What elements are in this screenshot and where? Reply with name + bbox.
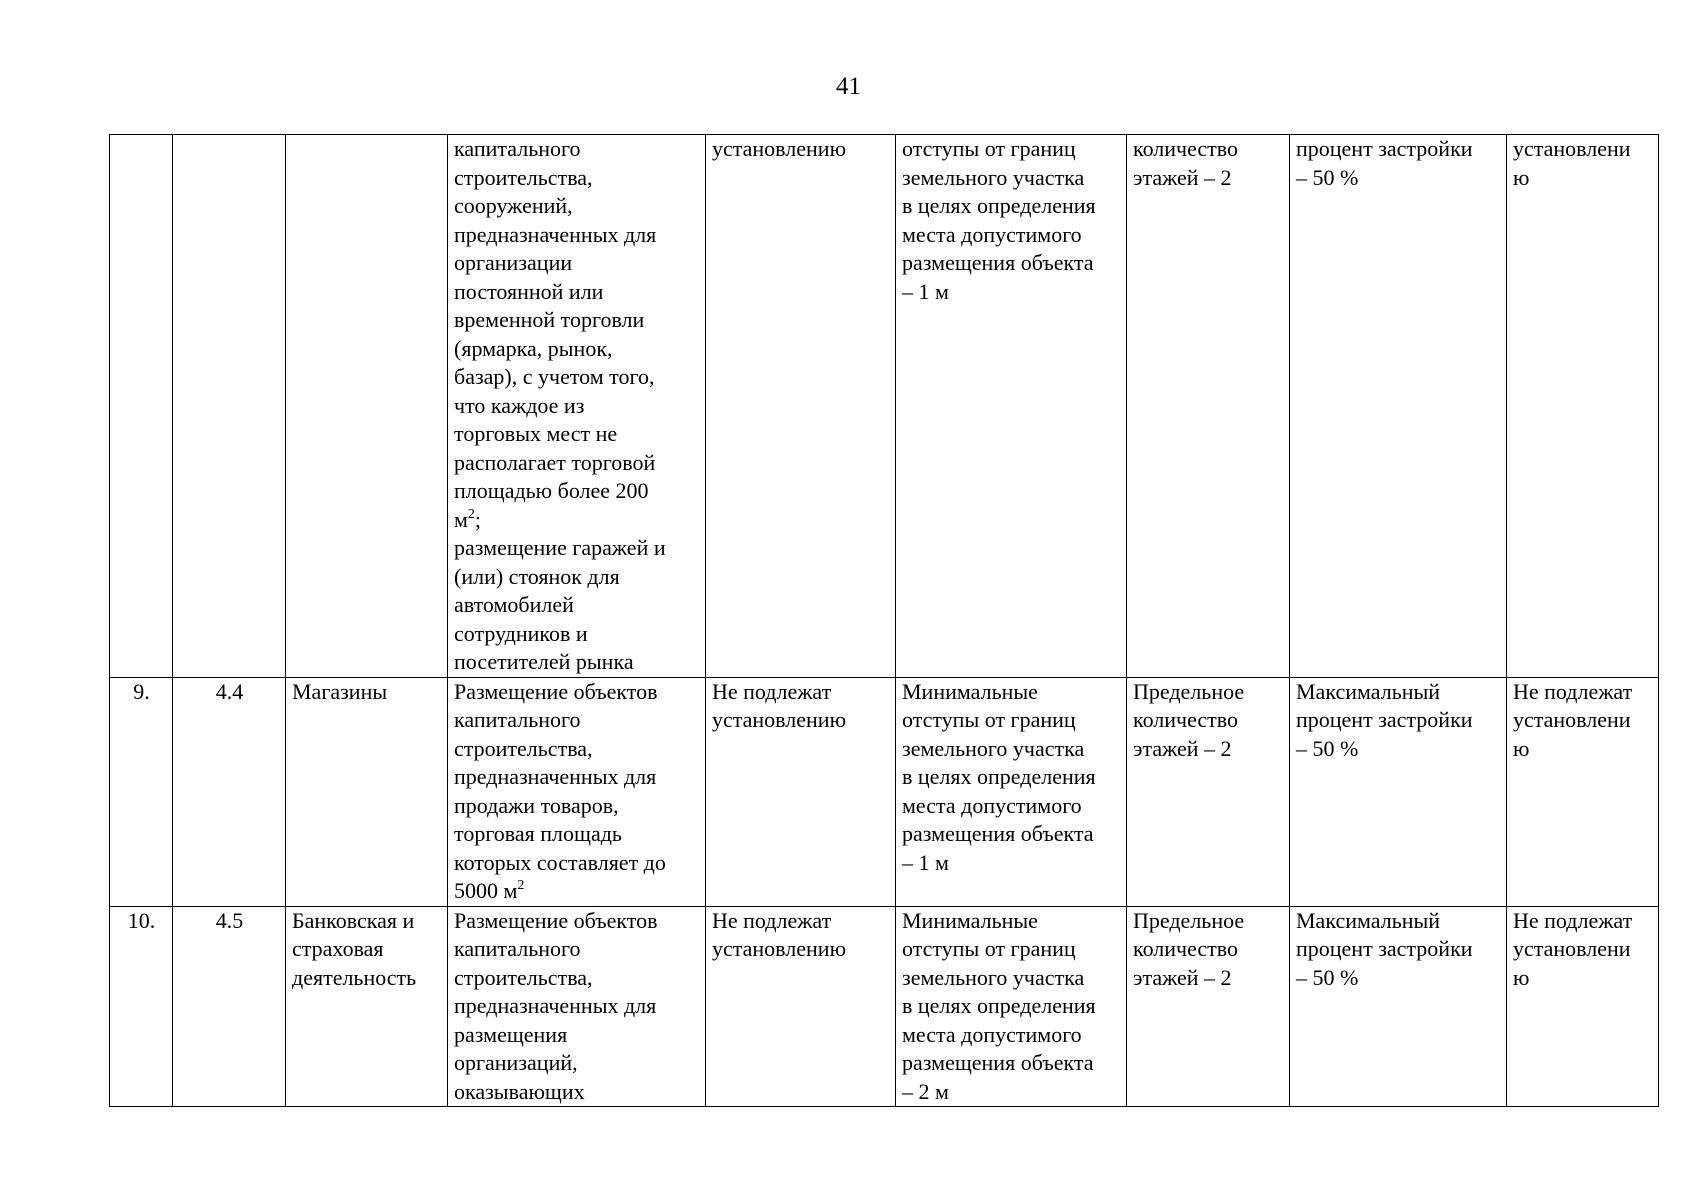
superscript: 2 [517, 878, 525, 893]
use-name-cell: Магазины [286, 677, 448, 906]
use-name-cell [286, 135, 448, 678]
description-text: Размещение объектов капитального строительства, предназначенных для продажи товаров, торговая площадь которых составляет до 5000 м [454, 678, 666, 903]
size-limits-cell: установлению [706, 135, 896, 678]
floors-cell: количество этажей – 2 [1127, 135, 1290, 678]
other-limits-cell: Не подлежат установлени ю [1507, 677, 1659, 906]
table-row [110, 135, 1659, 678]
page-number: 41 [836, 73, 861, 100]
setbacks-cell: Минимальные отступы от границ земельного участка в целях определения места допустимого размещения объекта – 1 м [896, 677, 1127, 906]
floors-cell: Предельное количество этажей – 2 [1127, 906, 1290, 1107]
other-limits-cell: Не подлежат установлени ю [1507, 906, 1659, 1107]
superscript: 2 [467, 506, 475, 522]
use-description-cell [448, 135, 706, 678]
use-code-cell: 4.5 [173, 906, 286, 1107]
coverage-cell: Максимальный процент застройки – 50 % [1290, 906, 1507, 1107]
floors-cell: Предельное количество этажей – 2 [1127, 677, 1290, 906]
description-text: капитального строительства, сооружений, предназначенных для организации постоянной или временной торговли (ярмарка, рынок, базар), с учетом того, что каждое из торговых мест не располагает торговой площадью более 200 м [454, 136, 657, 532]
setbacks-cell: отступы от границ земельного участка в целях определения места допустимого размещения объекта – 1 м [896, 135, 1127, 678]
use-code-cell: 4.4 [173, 677, 286, 906]
row-number-cell: 10. [110, 906, 173, 1107]
setbacks-cell: Минимальные отступы от границ земельного участка в целях определения места допустимого размещения объекта – 2 м [896, 906, 1127, 1107]
size-limits-cell: Не подлежат установлению [706, 677, 896, 906]
row-number-cell: 9. [110, 677, 173, 906]
size-limits-cell: Не подлежат установлению [706, 906, 896, 1107]
land-use-table [109, 134, 1659, 1107]
other-limits-cell: установлени ю [1507, 135, 1659, 678]
description-text: Размещение объектов капитального строительства, предназначенных для размещения организаций, оказывающих [454, 907, 658, 1104]
description-tail: ; размещение гаражей и (или) стоянок для автомобилей сотрудников и посетителей рынка [454, 506, 666, 674]
coverage-cell: процент застройки – 50 % [1290, 135, 1507, 678]
use-code-cell [173, 135, 286, 678]
coverage-cell: Максимальный процент застройки – 50 % [1290, 677, 1507, 906]
use-name-cell: Банковская и страховая деятельность [286, 906, 448, 1107]
use-description-cell [448, 906, 706, 1107]
use-description-cell [448, 677, 706, 906]
table-row [110, 677, 1659, 906]
table-row [110, 906, 1659, 1107]
row-number-cell [110, 135, 173, 678]
